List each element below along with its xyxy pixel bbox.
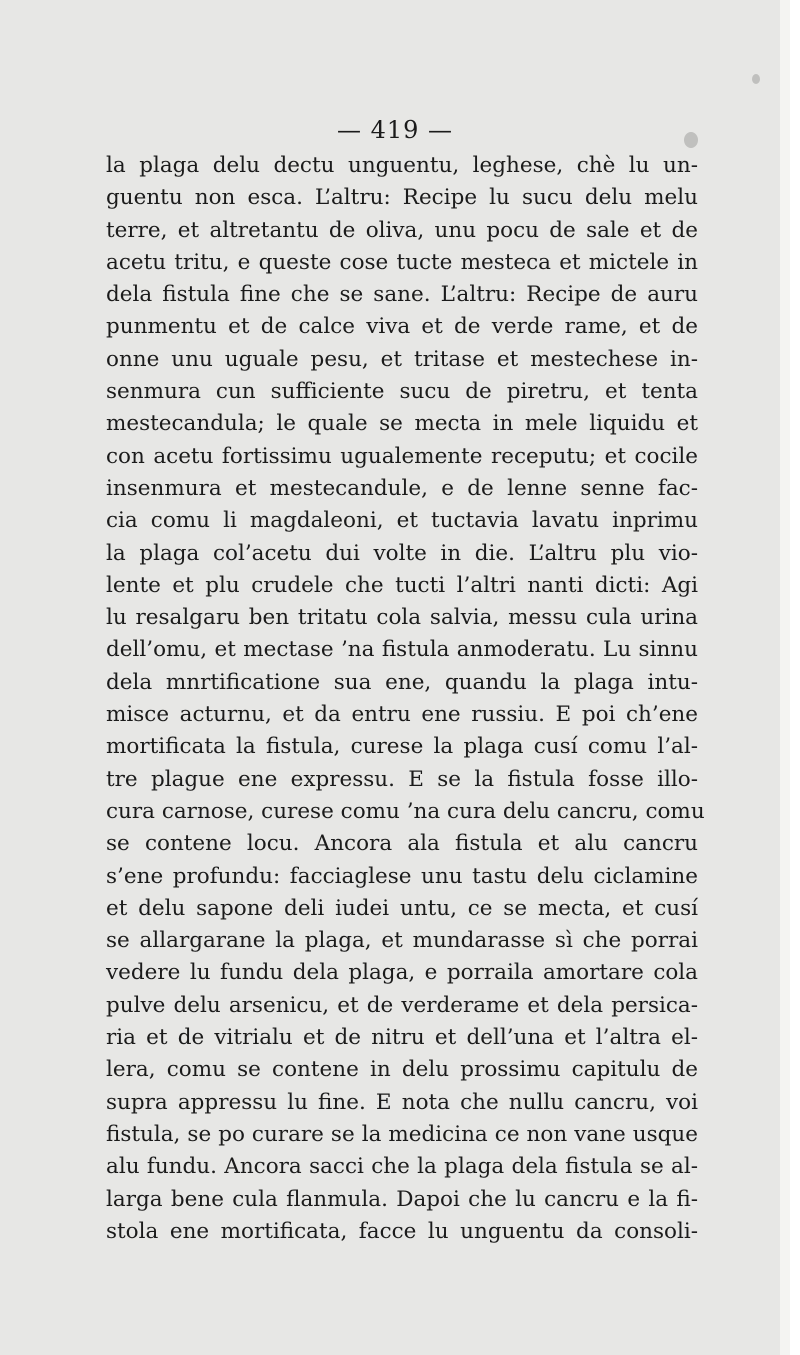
paper-blemish xyxy=(684,132,698,148)
text-line: supra appressu lu fine. E nota che nullu cancru, voi xyxy=(106,1089,698,1115)
text-line: mestecandula; le quale se mecta in mele liquidu et xyxy=(106,411,698,437)
text-line: acetu tritu, e queste cose tucte mesteca et mictele in xyxy=(106,249,698,275)
paper-blemish xyxy=(752,74,760,84)
text-line: punmentu et de calce viva et de verde rame, et de xyxy=(106,314,698,340)
text-line: cia comu li magdaleoni, et tuctavia lavatu inprimu xyxy=(106,508,698,534)
text-line: vedere lu fundu dela plaga, e porraila amortare cola xyxy=(106,960,698,986)
page-body-text xyxy=(106,150,705,1248)
text-line: ria et de vitrialu et de nitru et dell’una et l’altra el- xyxy=(106,1025,698,1051)
text-line: s’ene profundu: facciaglese unu tastu delu ciclamine xyxy=(106,863,698,889)
text-line: alu fundu. Ancora sacci che la plaga dela fistula se al- xyxy=(106,1154,698,1180)
text-line: senmura cun sufficiente sucu de piretru, et tenta xyxy=(106,379,698,405)
page-number-header: — 419 — xyxy=(336,116,454,144)
text-line: cura carnose, curese comu ’na cura delu cancru, comu xyxy=(106,798,705,824)
text-line: la plaga delu dectu unguentu, leghese, chè lu un- xyxy=(106,153,698,178)
text-line: dell’omu, et mectase ’na fistula anmoderatu. Lu sinnu xyxy=(106,637,698,663)
text-line: stola ene mortificata, facce lu unguentu da consoli- xyxy=(106,1218,698,1244)
text-line: se allargarane la plaga, et mundarasse sì che porrai xyxy=(106,928,698,954)
text-line: guentu non esca. L’altru: Recipe lu sucu delu melu xyxy=(106,185,698,211)
text-line: con acetu fortissimu ugualemente receputu; et cocile xyxy=(106,443,698,469)
text-line: larga bene cula flanmula. Dapoi che lu cancru e la fi- xyxy=(106,1186,698,1212)
text-line: lera, comu se contene in delu prossimu capitulu de xyxy=(106,1057,698,1083)
text-line: mortificata la fistula, curese la plaga cusí comu l’al- xyxy=(106,734,698,760)
text-line: tre plague ene expressu. E se la fistula fosse illo- xyxy=(106,766,698,792)
text-line: misce acturnu, et da entru ene russiu. E poi ch’ene xyxy=(106,702,698,728)
text-line: la plaga col’acetu dui volte in die. L’altru plu vio- xyxy=(106,540,698,566)
text-line: dela fistula fine che se sane. L’altru: Recipe de auru xyxy=(106,282,698,308)
text-line: terre, et altretantu de oliva, unu pocu de sale et de xyxy=(106,217,698,243)
text-line: et delu sapone deli iudei untu, ce se mecta, et cusí xyxy=(106,895,698,921)
text-line: fistula, se po curare se la medicina ce non vane usque xyxy=(106,1121,698,1147)
text-line: lu resalgaru ben tritatu cola salvia, messu cula urina xyxy=(106,605,698,631)
text-line: pulve delu arsenicu, et de verderame et dela persica- xyxy=(106,992,698,1018)
text-line: insenmura et mestecandule, e de lenne senne fac- xyxy=(106,475,698,501)
text-line: onne unu uguale pesu, et tritase et mestechese in- xyxy=(106,346,698,372)
text-line: dela mnrtificatione sua ene, quandu la plaga intu- xyxy=(106,669,698,695)
text-line: se contene locu. Ancora ala fistula et alu cancru xyxy=(106,831,698,857)
text-line: lente et plu crudele che tucti l’altri nanti dicti: Agi xyxy=(106,572,698,598)
